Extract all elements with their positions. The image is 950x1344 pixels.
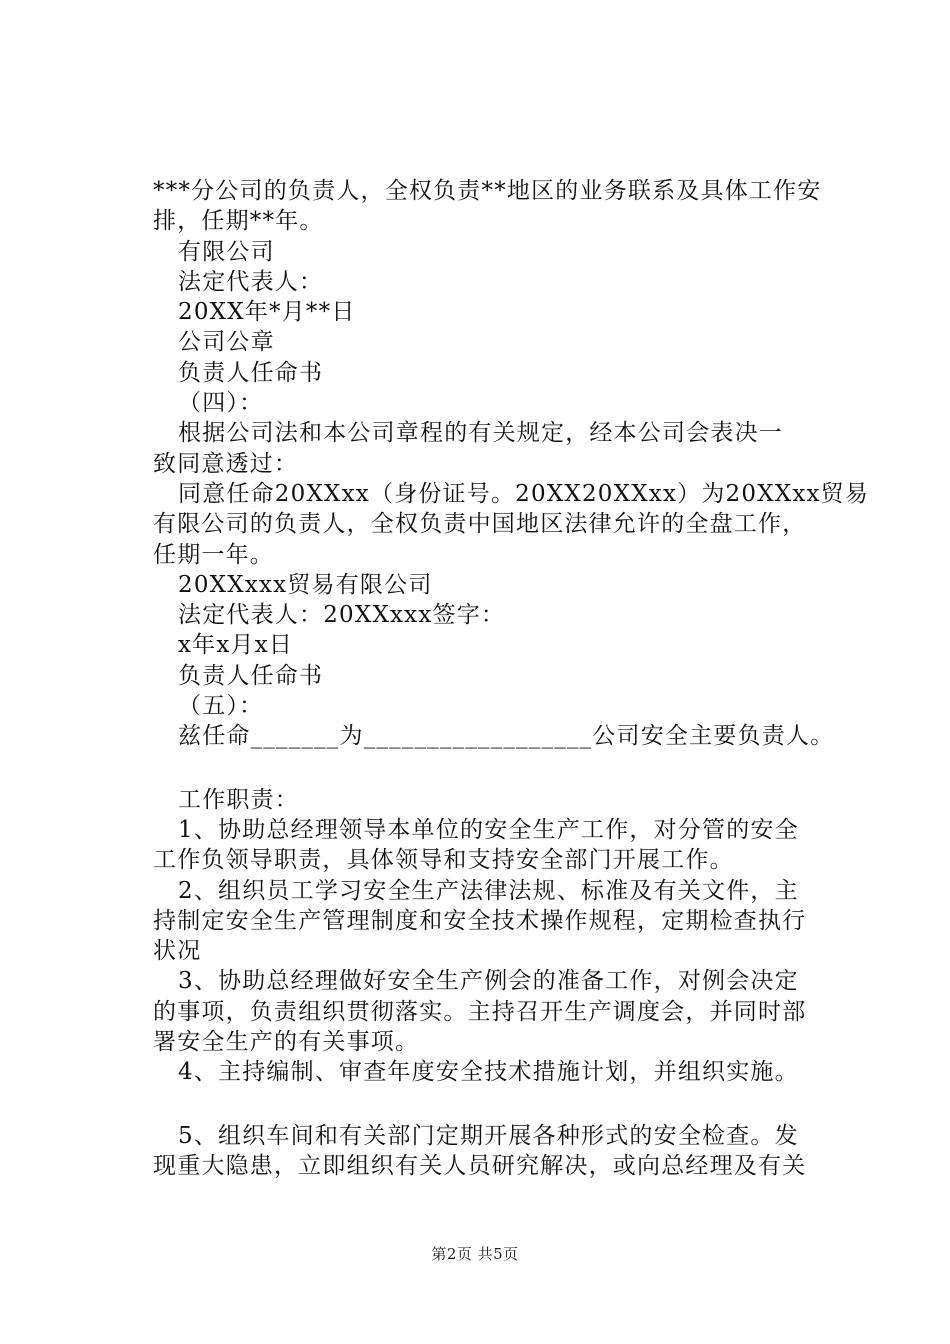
section-title: 负责人任命书 — [178, 662, 324, 689]
company-name-line: 有限公司 — [178, 238, 275, 265]
text-line: 同意任命20XXxx（身份证号。20XX20XXxx）为20XXxx贸易 — [178, 480, 870, 507]
duty-item: 4、主持编制、审查年度安全技术措施计划，并组织实施。 — [178, 1059, 799, 1086]
text-line: 持制定安全生产管理制度和安全技术操作规程，定期检查执行 — [153, 907, 807, 934]
text-line: 状况 — [153, 938, 202, 965]
document-body — [153, 176, 870, 1181]
text-line: 署安全生产的有关事项。 — [153, 1029, 420, 1056]
legal-representative-line: 法定代表人： — [178, 268, 324, 295]
text-line: 排，任期**年。 — [153, 208, 324, 235]
text-line: 根据公司法和本公司章程的有关规定，经本公司会表决一 — [178, 420, 783, 447]
duty-item: 1、协助总经理领导本单位的安全生产工作，对分管的安全 — [178, 816, 799, 843]
company-name-line: 20XXxxx贸易有限公司 — [178, 571, 433, 598]
date-line: x年x月x日 — [178, 632, 294, 659]
section-number: （四）： — [178, 390, 264, 417]
legal-representative-line: 法定代表人：20XXxxx签字： — [178, 602, 506, 629]
text-line: ***分公司的负责人，全权负责**地区的业务联系及具体工作安 — [153, 178, 822, 204]
duty-item: 2、组织员工学习安全生产法律法规、标准及有关文件，主 — [178, 877, 799, 904]
blank-line — [153, 1088, 833, 1121]
blank-line — [153, 752, 833, 785]
duty-item: 3、协助总经理做好安全生产例会的准备工作，对例会决定 — [178, 968, 799, 995]
text-line: 致同意透过： — [153, 450, 299, 477]
section-number: （五）： — [178, 693, 264, 720]
date-line: 20XX年*月**日 — [178, 299, 356, 326]
text-line: 的事项，负责组织贯彻落实。主持召开生产调度会，并同时部 — [153, 998, 807, 1025]
text-line: 工作负领导职责，具体领导和支持安全部门开展工作。 — [153, 847, 734, 874]
text-line: 有限公司的负责人，全权负责中国地区法律允许的全盘工作， — [153, 511, 807, 538]
appointment-line: 兹任命_______为__________________公司安全主要负责人。 — [178, 723, 835, 750]
text-line: 任期一年。 — [153, 541, 274, 568]
page-number-footer: 第2页 共5页 — [431, 1245, 519, 1263]
section-title: 负责人任命书 — [178, 359, 324, 386]
text-line: 现重大隐患，立即组织有关人员研究解决，或向总经理及有关 — [153, 1152, 807, 1179]
duties-heading: 工作职责： — [178, 786, 299, 813]
duty-item: 5、组织车间和有关部门定期开展各种形式的安全检查。发 — [178, 1122, 799, 1149]
company-seal-line: 公司公章 — [178, 329, 275, 356]
